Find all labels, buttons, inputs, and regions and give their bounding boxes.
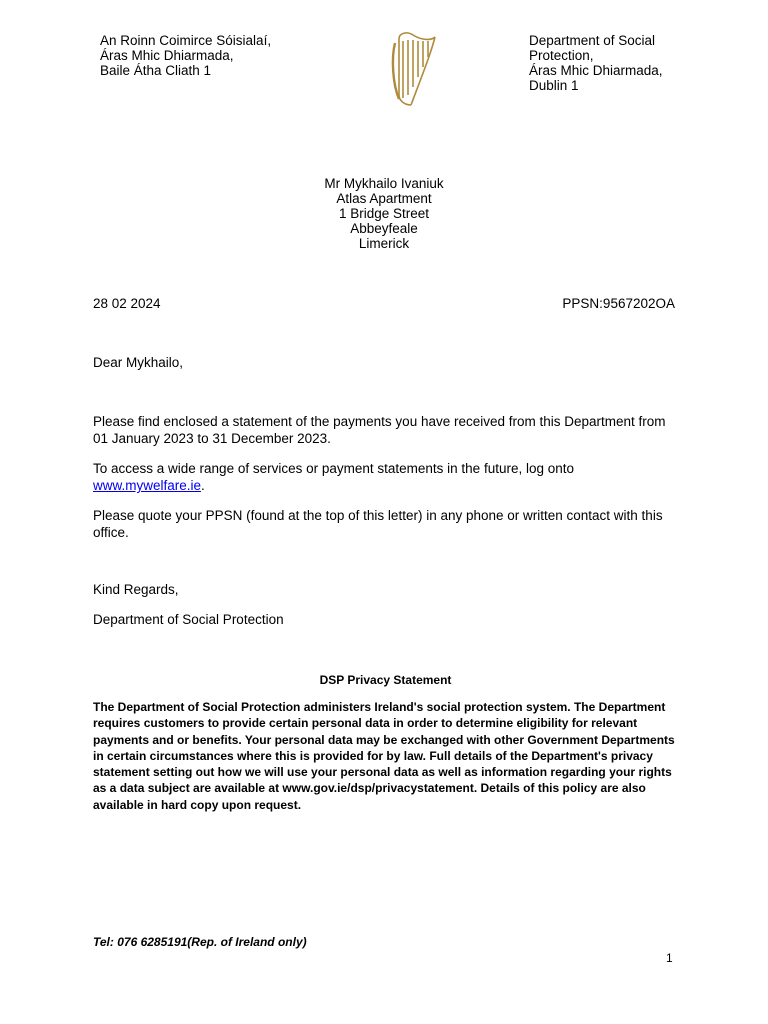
recipient-line: Abbeyfeale (350, 221, 418, 236)
privacy-title: DSP Privacy Statement (319, 673, 452, 687)
recipient-line: Limerick (358, 236, 410, 251)
mywelfare-link[interactable]: www.mywelfare.ie (93, 478, 202, 493)
letter-date: 28 02 2024 (93, 296, 161, 311)
irish-address-block (100, 33, 271, 78)
recipient-line: Mr Mykhailo Ivaniuk (324, 176, 444, 191)
recipient-line: 1 Bridge Street (338, 206, 430, 221)
recipient-line: Atlas Apartment (336, 191, 432, 206)
harp-icon (387, 29, 439, 111)
irish-address-line: An Roinn Coimirce Sóisialaí, (100, 33, 272, 48)
english-address-line: Dublin 1 (529, 78, 579, 93)
statement-paragraph: Please find enclosed a statement of the payments you have received from this Department from 01 January 2023 to 31 December 2023. (93, 414, 666, 446)
mywelfare-paragraph (93, 460, 683, 494)
page-number: 1 (666, 951, 673, 965)
irish-address-line: Áras Mhic Dhiarmada, (100, 48, 234, 63)
mywelfare-period: . (201, 478, 205, 493)
english-address-block (529, 33, 663, 93)
mywelfare-text: To access a wide range of services or payment statements in the future, log onto (93, 461, 575, 476)
irish-address-line: Baile Átha Cliath 1 (100, 63, 212, 78)
recipient-address (250, 176, 518, 251)
signature: Department of Social Protection (93, 612, 284, 627)
footer-telephone: Tel: 076 6285191(Rep. of Ireland only) (93, 935, 307, 949)
salutation: Dear Mykhailo, (93, 355, 184, 370)
ppsn-reference: PPSN:9567202OA (562, 296, 675, 311)
privacy-body: The Department of Social Protection administers Ireland's social protection system. The Department requires customers to provide certain personal data in order to determine eligibility for relevant payments and or benefits. Your personal data may be exchanged with other Government Departments in certain circumstances where this is provided for by law. Full details of the Department's privacy statement setting out how we will use your personal data as well as information regarding your rights as a data subject are available at www.gov.ie/dsp/privacystatement. Details of this policy are also available in hard copy upon request. (93, 700, 675, 812)
english-address-line: Protection, (529, 48, 594, 63)
english-address-line: Department of Social (529, 33, 656, 48)
english-address-line: Áras Mhic Dhiarmada, (529, 63, 663, 78)
closing: Kind Regards, (93, 582, 179, 597)
ppsn-quote-paragraph: Please quote your PPSN (found at the top of this letter) in any phone or written contact with this office. (93, 508, 663, 540)
